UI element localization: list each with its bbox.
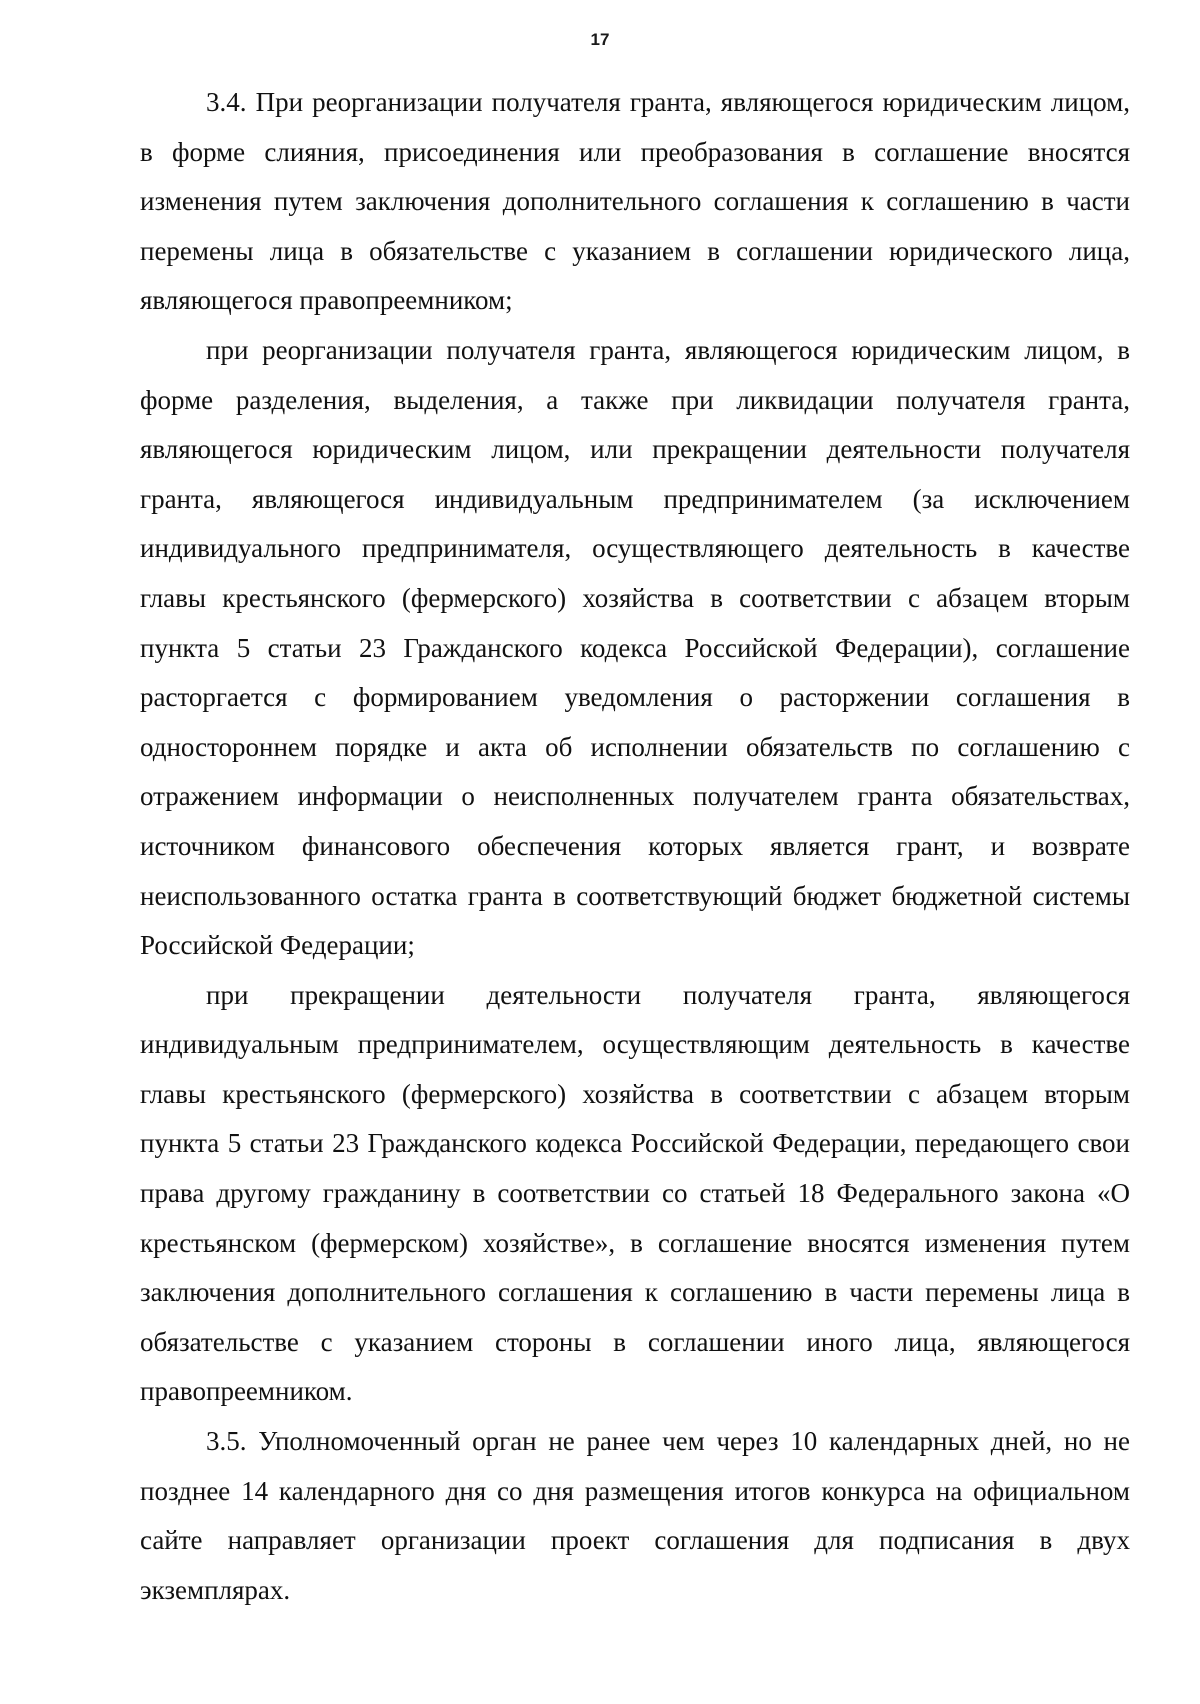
page-number: 17: [590, 30, 610, 49]
paragraph-termination-farm-head: при прекращении деятельности получателя гранта, являющегося индивидуальным предпринимателем, осуществляющим деятельность в качестве главы крестьянского (фермерского) хозяйства в соответствии с абзацем вторым пункта 5 статьи 23 Гражданского кодекса Российской Федерации, передающего свои права другому гражданину в соответствии со статьей 18 Федерального закона «О крестьянском (фермерском) хозяйстве», в соглашение вносятся изменения путем заключения дополнительного соглашения к соглашению в части перемены лица в обязательстве с указанием стороны в соглашении иного лица, являющегося правопреемником.: [140, 979, 1130, 1407]
paragraph-reorganization-separation: при реорганизации получателя гранта, являющегося юридическим лицом, в форме разделения, выделения, а также при ликвидации получателя гранта, являющегося юридическим лицом, или прекращении деятельности получателя гранта, являющегося индивидуальным предпринимателем (за исключением индивидуального предпринимателя, осуществляющего деятельность в качестве главы крестьянского (фермерского) хозяйства в соответствии с абзацем вторым пункта 5 статьи 23 Гражданского кодекса Российской Федерации), соглашение расторгается с формированием уведомления о расторжении соглашения в одностороннем порядке и акта об исполнении обязательств по соглашению с отражением информации о неисполненных получателем гранта обязательствах, источником финансового обеспечения которых является грант, и возврате неиспользованного остатка гранта в соответствующий бюджет бюджетной системы Российской Федерации;: [140, 334, 1130, 961]
document-body: [140, 78, 1130, 1615]
paragraph-3-4: 3.4. При реорганизации получателя гранта, являющегося юридическим лицом, в форме слияния, присоединения или преобразования в соглашение вносятся изменения путем заключения дополнительного соглашения к соглашению в части перемены лица в обязательстве с указанием в соглашении юридического лица, являющегося правопреемником;: [140, 87, 1130, 316]
paragraph-3-5: 3.5. Уполномоченный орган не ранее чем через 10 календарных дней, но не позднее 14 календарного дня со дня размещения итогов конкурса на официальном сайте направляет организации проект соглашения для подписания в двух экземплярах.: [140, 1426, 1130, 1605]
